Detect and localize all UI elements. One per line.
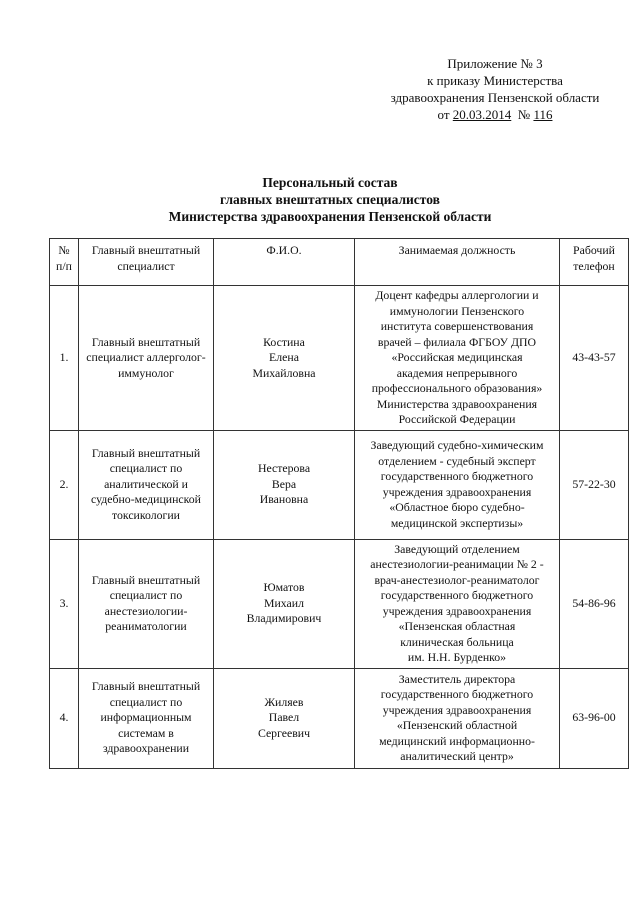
cell-num: 1. bbox=[50, 286, 79, 431]
cell-phone: 43-43-57 bbox=[560, 286, 629, 431]
cell-fio: Юматов Михаил Владимирович bbox=[214, 539, 355, 668]
cell-position: Заведующий судебно-химическим отделением - судебный эксперт государственного бюджетного учреждения здравоохранения «Областное бюро судебно- медицинской экспертизы» bbox=[355, 430, 560, 539]
table-row bbox=[50, 430, 629, 539]
cell-position: Доцент кафедры аллергологии и иммунологии Пензенского института совершенствования врачей – филиала ФГБОУ ДПО «Российская медицинская академия непрерывного профессионального образования» Министерства здравоохранения Российской Федерации bbox=[355, 286, 560, 431]
table-row bbox=[50, 668, 629, 768]
number-prefix: № bbox=[517, 107, 531, 122]
title-line-2: главных внештатных специалистов bbox=[220, 192, 440, 207]
document-title bbox=[120, 174, 540, 225]
cell-fio: Нестерова Вера Ивановна bbox=[214, 430, 355, 539]
cell-fio: Жиляев Павел Сергеевич bbox=[214, 668, 355, 768]
appendix-date-line bbox=[340, 106, 640, 123]
cell-num: 3. bbox=[50, 539, 79, 668]
cell-specialist: Главный внештатный специалист по информационным системам в здравоохранении bbox=[79, 668, 214, 768]
appendix-line-3: здравоохранения Пензенской области bbox=[390, 90, 600, 105]
header-phone: Рабочий телефон bbox=[560, 239, 629, 286]
header-specialist: Главный внештатный специалист bbox=[79, 239, 214, 286]
table-header-row bbox=[50, 239, 629, 286]
title-line-3: Министерства здравоохранения Пензенской области bbox=[168, 209, 492, 224]
appendix-line-2: к приказу Министерства bbox=[427, 73, 563, 88]
appendix-line-1: Приложение № 3 bbox=[447, 56, 543, 71]
appendix-header bbox=[340, 55, 640, 123]
cell-specialist: Главный внештатный специалист по анестезиологии- реаниматологии bbox=[79, 539, 214, 668]
specialists-table bbox=[49, 238, 629, 769]
cell-phone: 63-96-00 bbox=[560, 668, 629, 768]
order-number: 116 bbox=[533, 107, 553, 122]
cell-phone: 57-22-30 bbox=[560, 430, 629, 539]
header-fio: Ф.И.О. bbox=[214, 239, 355, 286]
cell-num: 2. bbox=[50, 430, 79, 539]
order-date: 20.03.2014 bbox=[452, 107, 512, 122]
cell-specialist: Главный внештатный специалист аллерголог- иммунолог bbox=[79, 286, 214, 431]
cell-position: Заместитель директора государственного бюджетного учреждения здравоохранения «Пензенский областной медицинский информационно- аналитический центр» bbox=[355, 668, 560, 768]
title-line-1: Персональный состав bbox=[262, 175, 398, 190]
table-row bbox=[50, 286, 629, 431]
cell-position: Заведующий отделением анестезиологии-реанимации № 2 - врач-анестезиолог-реаниматолог государственного бюджетного учреждения здравоохранения «Пензенская областная клиническая больница им. Н.Н. Бурденко» bbox=[355, 539, 560, 668]
cell-num: 4. bbox=[50, 668, 79, 768]
header-num: № п/п bbox=[50, 239, 79, 286]
cell-phone: 54-86-96 bbox=[560, 539, 629, 668]
cell-specialist: Главный внештатный специалист по аналитической и судебно-медицинской токсикологии bbox=[79, 430, 214, 539]
header-position: Занимаемая должность bbox=[355, 239, 560, 286]
table-row bbox=[50, 539, 629, 668]
cell-fio: Костина Елена Михайловна bbox=[214, 286, 355, 431]
date-prefix: от bbox=[437, 107, 450, 122]
